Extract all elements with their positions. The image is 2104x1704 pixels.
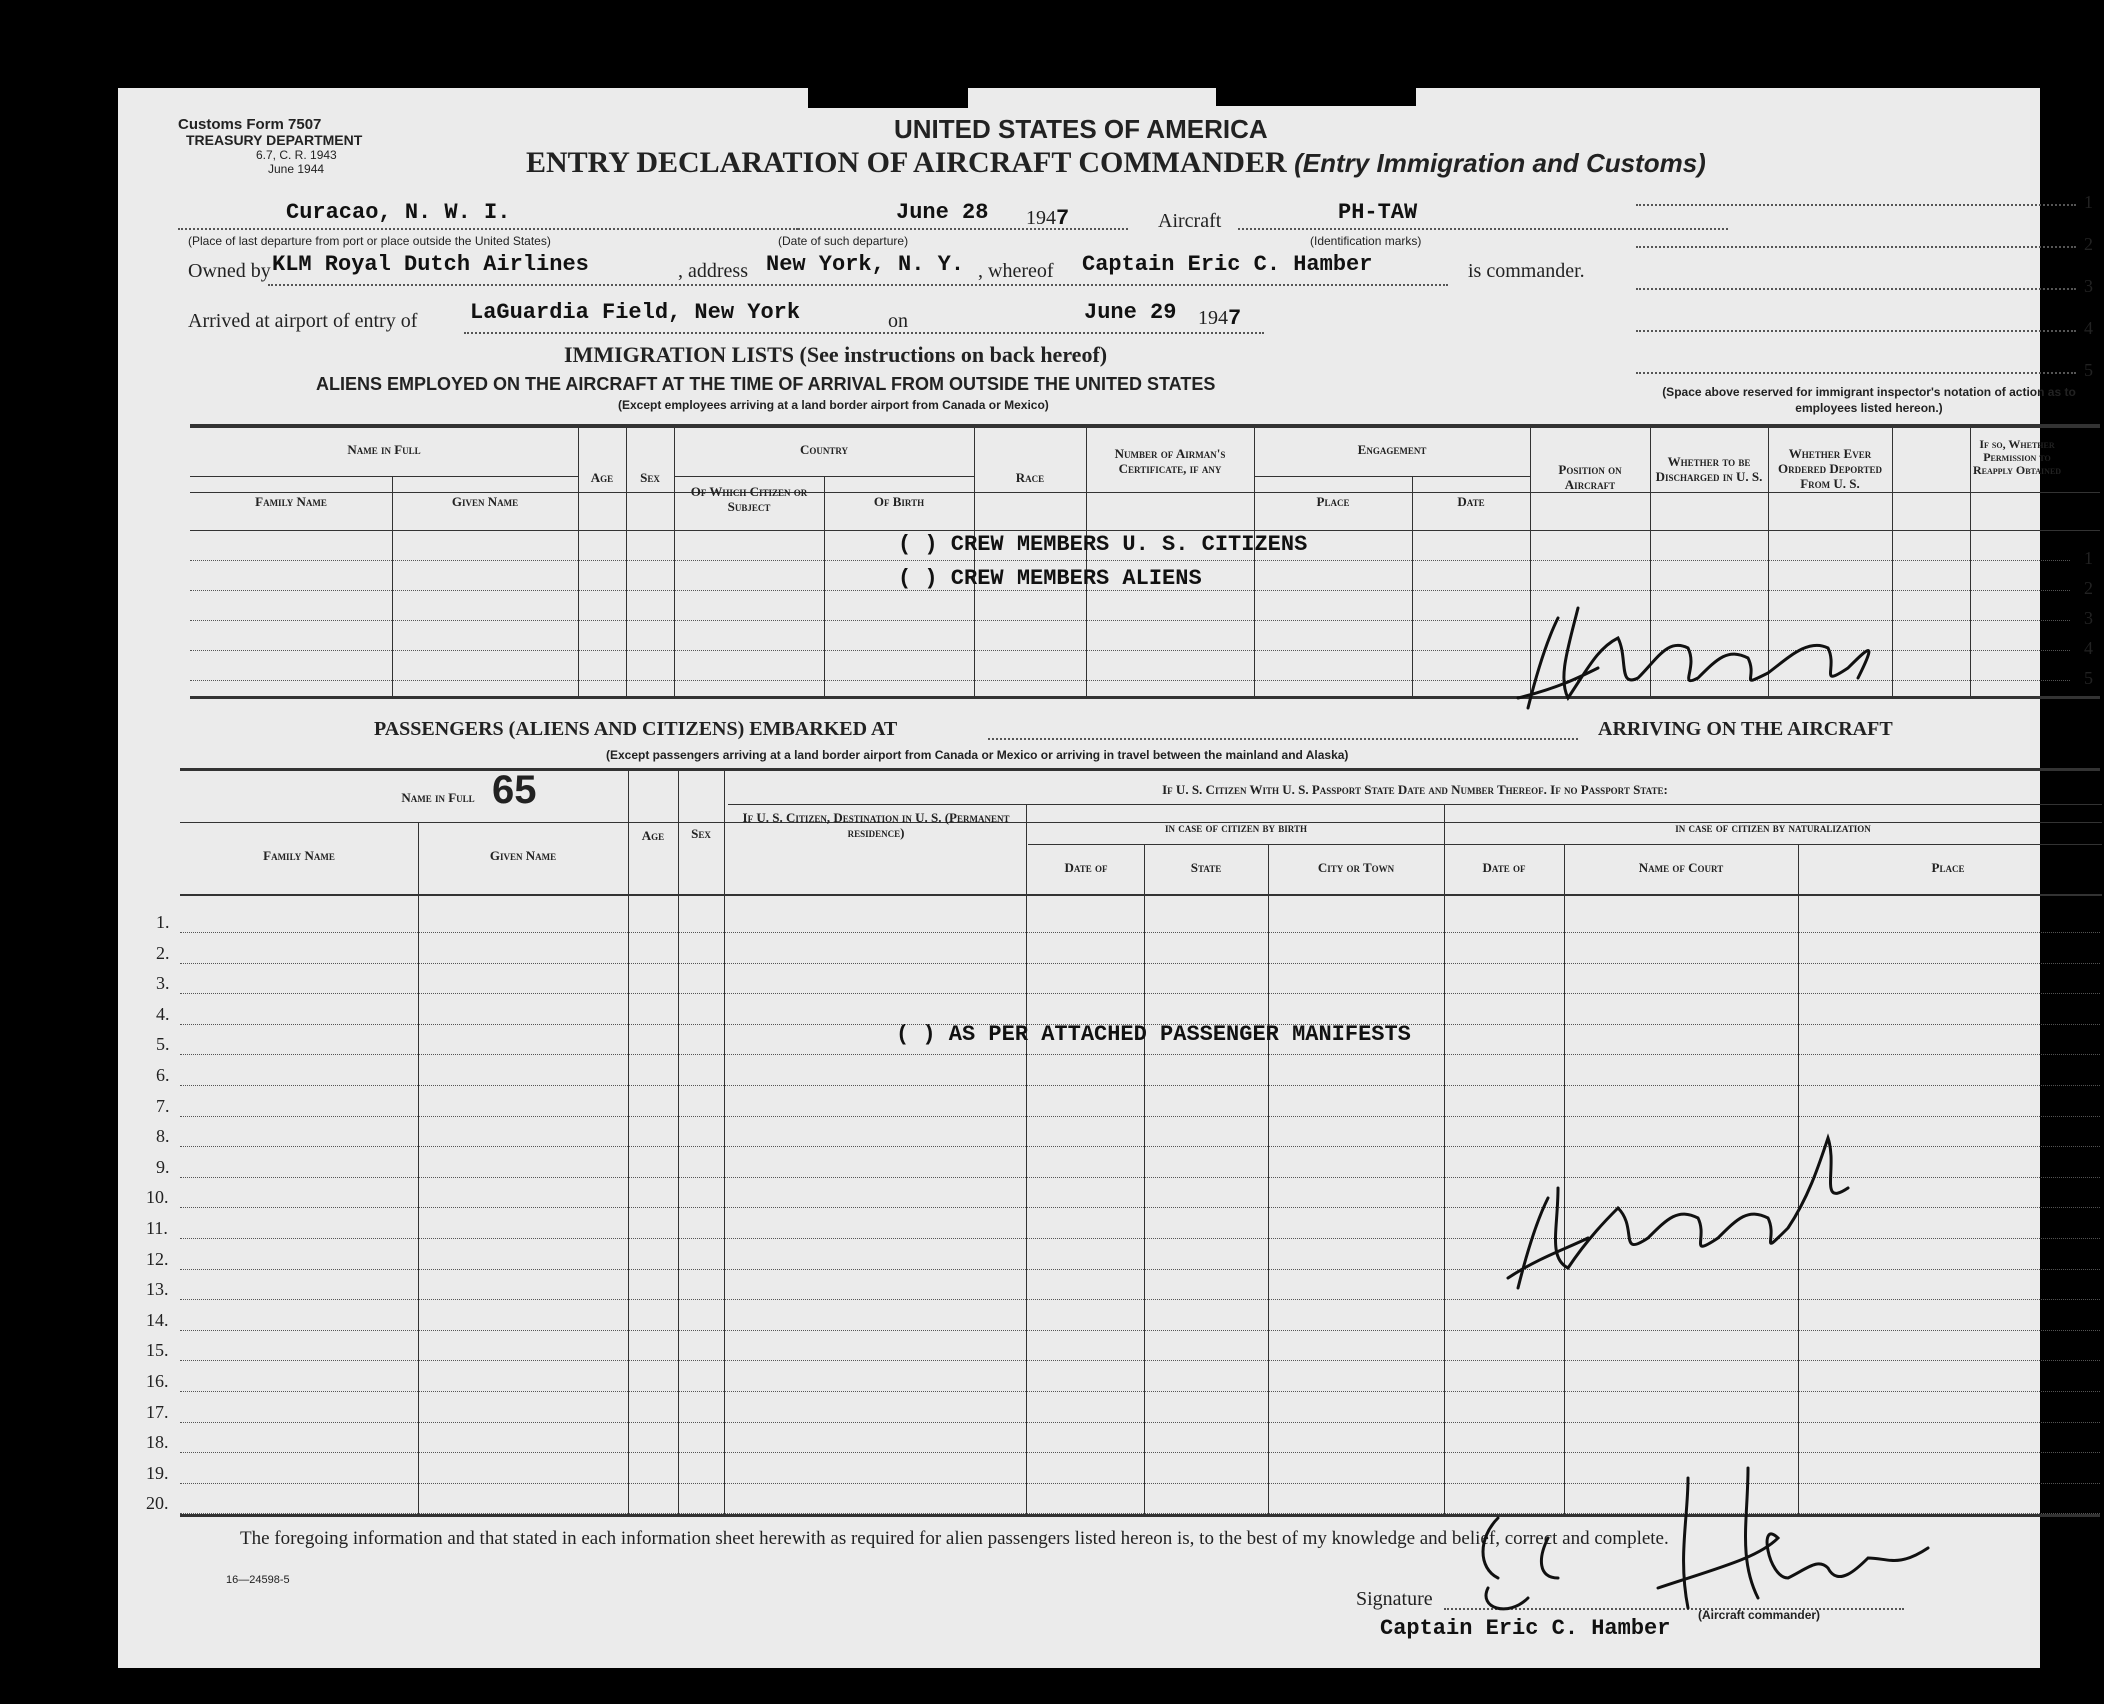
passenger-row-number: 6. <box>156 1065 170 1085</box>
inspector-number: 1 <box>2084 192 2093 212</box>
passenger-row-number: 14. <box>146 1309 169 1330</box>
pax-hdr-date-of: Date of <box>1064 860 1108 875</box>
crew-note: (Except employees arriving at a land border airport from Canada or Mexico) <box>618 398 1049 412</box>
passenger-row-line <box>180 993 2100 994</box>
owned-label: Owned by <box>188 260 271 282</box>
crew-row-number: 1 <box>2084 548 2093 568</box>
pax-hdr-passport: If U. S. Citizen With U. S. Passport State Date and Number Thereof. If no Passport State: <box>1162 782 1668 797</box>
passenger-count: 65 <box>492 768 537 812</box>
passenger-row-line <box>180 1391 2100 1392</box>
inspector-note: (Space above reserved for immigrant inspector's notation of action as to employees listed hereon.) <box>1662 385 2076 415</box>
commander-suffix: is commander. <box>1468 260 1585 282</box>
crew-typed-aliens: ( ) CREW MEMBERS ALIENS <box>898 566 1202 591</box>
departure-date-line <box>798 228 1128 230</box>
crew-hdr-country: Country <box>799 442 849 457</box>
inspector-line <box>1636 372 2076 374</box>
pax-typed-manifest: ( ) AS PER ATTACHED PASSENGER MANIFESTS <box>896 1022 1411 1047</box>
arrival-airport: LaGuardia Field, New York <box>470 300 801 325</box>
crew-hdr-discharged: Whether to be Discharged in U. S. <box>1655 454 1763 484</box>
passenger-row-number: 20. <box>146 1493 169 1514</box>
pax-hdr-city: City or Town <box>1317 860 1395 875</box>
passenger-note: (Except passengers arriving at a land border airport from Canada or Mexico or arriving in travel between the mainland and Alaska) <box>606 748 1349 762</box>
crew-hdr-name: Name in Full <box>347 442 421 457</box>
address-label: , address <box>678 260 748 282</box>
crew-hdr-place: Place <box>1316 494 1350 509</box>
crew-signature <box>1498 578 1918 728</box>
commander-typed-name: Captain Eric C. Hamber <box>1380 1616 1671 1641</box>
passenger-row-line <box>180 1422 2100 1423</box>
aircraft-marks-line <box>1238 228 1728 230</box>
passenger-row-number: 1. <box>156 912 170 932</box>
passenger-row-line <box>180 932 2100 933</box>
crew-hdr-birth: Of Birth <box>873 494 925 509</box>
crew-hdr-race: Race <box>1015 470 1045 485</box>
form-title-paren: (Entry Immigration and Customs) <box>1294 148 1706 178</box>
pax-hdr-date-of-nat: Date of <box>1482 860 1526 875</box>
arrival-line <box>464 332 1264 334</box>
pax-hdr-age: Age <box>641 828 665 843</box>
inspector-number: 4 <box>2084 318 2093 338</box>
crew-title: IMMIGRATION LISTS (See instructions on back hereof) <box>564 342 1108 367</box>
commander-name: Captain Eric C. Hamber <box>1082 252 1373 277</box>
pax-hdr-court: Name of Court <box>1638 860 1724 875</box>
crew-row-number: 5 <box>2084 668 2093 688</box>
inspector-number: 3 <box>2084 276 2093 296</box>
passenger-row-number: 5. <box>156 1034 170 1055</box>
passenger-signature <box>1498 1108 1898 1308</box>
form-country: UNITED STATES OF AMERICA <box>894 114 1268 144</box>
form-number: Customs Form 7507 <box>178 116 322 133</box>
passenger-row-line <box>180 1024 2100 1025</box>
form-department: TREASURY DEPARTMENT <box>186 132 363 148</box>
passenger-row-line <box>180 1054 2100 1055</box>
paper-notch <box>808 86 968 108</box>
owner-address: New York, N. Y. <box>766 252 965 277</box>
inspector-number: 5 <box>2084 360 2093 380</box>
pax-hdr-place: Place <box>1931 860 1965 875</box>
pax-hdr-family: Family Name <box>263 848 335 863</box>
crew-row-number: 4 <box>2084 638 2093 658</box>
crew-hdr-cert: Number of Airman's Certificate, if any <box>1114 446 1226 476</box>
passenger-row-number: 7. <box>156 1095 170 1116</box>
commander-signature <box>1458 1458 1938 1628</box>
arrival-year <box>1198 306 1241 331</box>
passenger-row-number: 17. <box>146 1401 169 1422</box>
whereof-label: , whereof <box>978 260 1054 282</box>
passenger-row-line <box>180 963 2100 964</box>
paper-notch <box>1216 86 1416 106</box>
inspector-line <box>1636 330 2076 332</box>
passenger-row-number: 13. <box>146 1279 169 1300</box>
pax-hdr-by-nat: in case of citizen by naturalization <box>1675 820 1871 835</box>
passenger-row-line <box>180 1452 2100 1453</box>
passenger-row-number: 8. <box>156 1126 170 1147</box>
passenger-row-number: 12. <box>146 1248 169 1269</box>
crew-hdr-citizen: Of Which Citizen or Subject <box>690 484 808 514</box>
passenger-row-number: 4. <box>156 1003 170 1024</box>
crew-hdr-age: Age <box>590 470 614 485</box>
crew-subtitle: ALIENS EMPLOYED ON THE AIRCRAFT AT THE TIME OF ARRIVAL FROM OUTSIDE THE UNITED STATES <box>316 374 1216 394</box>
departure-date: June 28 <box>896 200 989 225</box>
passenger-row-number: 10. <box>146 1187 169 1208</box>
signature-caption: (Aircraft commander) <box>1698 1608 1821 1622</box>
print-code: 16—24598-5 <box>226 1574 290 1586</box>
departure-place: Curacao, N. W. I. <box>286 200 511 225</box>
crew-hdr-sex: Sex <box>640 470 660 485</box>
pax-hdr-sex: Sex <box>691 826 711 841</box>
crew-hdr-given: Given Name <box>451 494 519 509</box>
departure-date-caption: (Date of such departure) <box>778 234 909 248</box>
passenger-row-line <box>180 1360 2100 1361</box>
owned-line <box>268 284 1448 286</box>
departure-year-typed: 7 <box>1056 206 1070 231</box>
aircraft-marks-caption: (Identification marks) <box>1310 234 1422 248</box>
embarked-line <box>988 738 1578 740</box>
inspector-line <box>1636 288 2076 290</box>
pax-hdr-destination: If U. S. Citizen, Destination in U. S. (Permanent residence) <box>742 810 1010 840</box>
arrival-date: June 29 <box>1084 300 1177 325</box>
passenger-row-number: 18. <box>146 1432 169 1453</box>
signature-label: Signature <box>1356 1588 1433 1610</box>
passenger-title-right: ARRIVING ON THE AIRCRAFT <box>1598 718 1893 740</box>
crew-hdr-deported: Whether Ever Ordered Deported From U. S. <box>1778 446 1882 491</box>
crew-hdr-date: Date <box>1457 494 1485 509</box>
crew-hdr-position: Position on Aircraft <box>1558 462 1622 492</box>
crew-hdr-engagement: Engagement <box>1357 442 1427 457</box>
passenger-title-left: PASSENGERS (ALIENS AND CITIZENS) EMBARKED AT <box>374 718 898 740</box>
crew-row-number: 2 <box>2084 578 2093 598</box>
crew-typed-citizens: ( ) CREW MEMBERS U. S. CITIZENS <box>898 532 1308 557</box>
form-date: June 1944 <box>268 162 325 176</box>
arrival-on-label: on <box>888 310 908 332</box>
passenger-row-number: 2. <box>156 942 170 963</box>
passenger-row-number: 16. <box>146 1371 169 1391</box>
certification-text: The foregoing information and that stated in each information sheet herewith as required for alien passengers listed hereon is, to the best of my knowledge and belief, correct and complete. <box>240 1528 1669 1549</box>
form-title-main: ENTRY DECLARATION OF AIRCRAFT COMMANDER <box>526 146 1287 179</box>
aircraft-marks: PH-TAW <box>1338 200 1418 225</box>
pax-hdr-given: Given Name <box>489 848 557 863</box>
departure-year-prefix: 194 <box>1026 207 1056 229</box>
crew-row-number: 3 <box>2084 608 2093 628</box>
form-page <box>118 88 2093 1668</box>
inspector-line <box>1636 246 2076 248</box>
form-cfr: 6.7, C. R. 1943 <box>256 148 337 162</box>
arrival-year-prefix: 194 <box>1198 307 1228 329</box>
passenger-row-number: 15. <box>146 1340 169 1361</box>
arrival-year-typed: 7 <box>1228 306 1242 331</box>
passenger-row-line <box>180 1330 2100 1331</box>
aircraft-label: Aircraft <box>1158 210 1222 232</box>
pax-hdr-name: Name in Full <box>401 790 475 805</box>
departure-place-caption: (Place of last departure from port or place outside the United States) <box>188 234 551 248</box>
inspector-line <box>1636 204 2076 206</box>
arrived-label: Arrived at airport of entry of <box>188 310 418 332</box>
pax-hdr-by-birth: in case of citizen by birth <box>1165 820 1307 835</box>
passenger-row-number: 3. <box>156 973 170 994</box>
owner: KLM Royal Dutch Airlines <box>272 252 589 277</box>
departure-place-line <box>178 228 798 230</box>
inspector-number: 2 <box>2084 234 2093 254</box>
crew-hdr-reapply: If so, Whether Permission to Reapply Obtained <box>1972 437 2062 477</box>
passenger-row-number: 11. <box>146 1218 168 1238</box>
crew-hdr-family: Family Name <box>255 494 327 509</box>
passenger-row-line <box>180 1085 2100 1086</box>
pax-hdr-state: State <box>1190 860 1222 875</box>
passenger-row-number: 9. <box>156 1156 170 1177</box>
form-title <box>526 146 1706 180</box>
passenger-row-number: 19. <box>146 1462 169 1483</box>
